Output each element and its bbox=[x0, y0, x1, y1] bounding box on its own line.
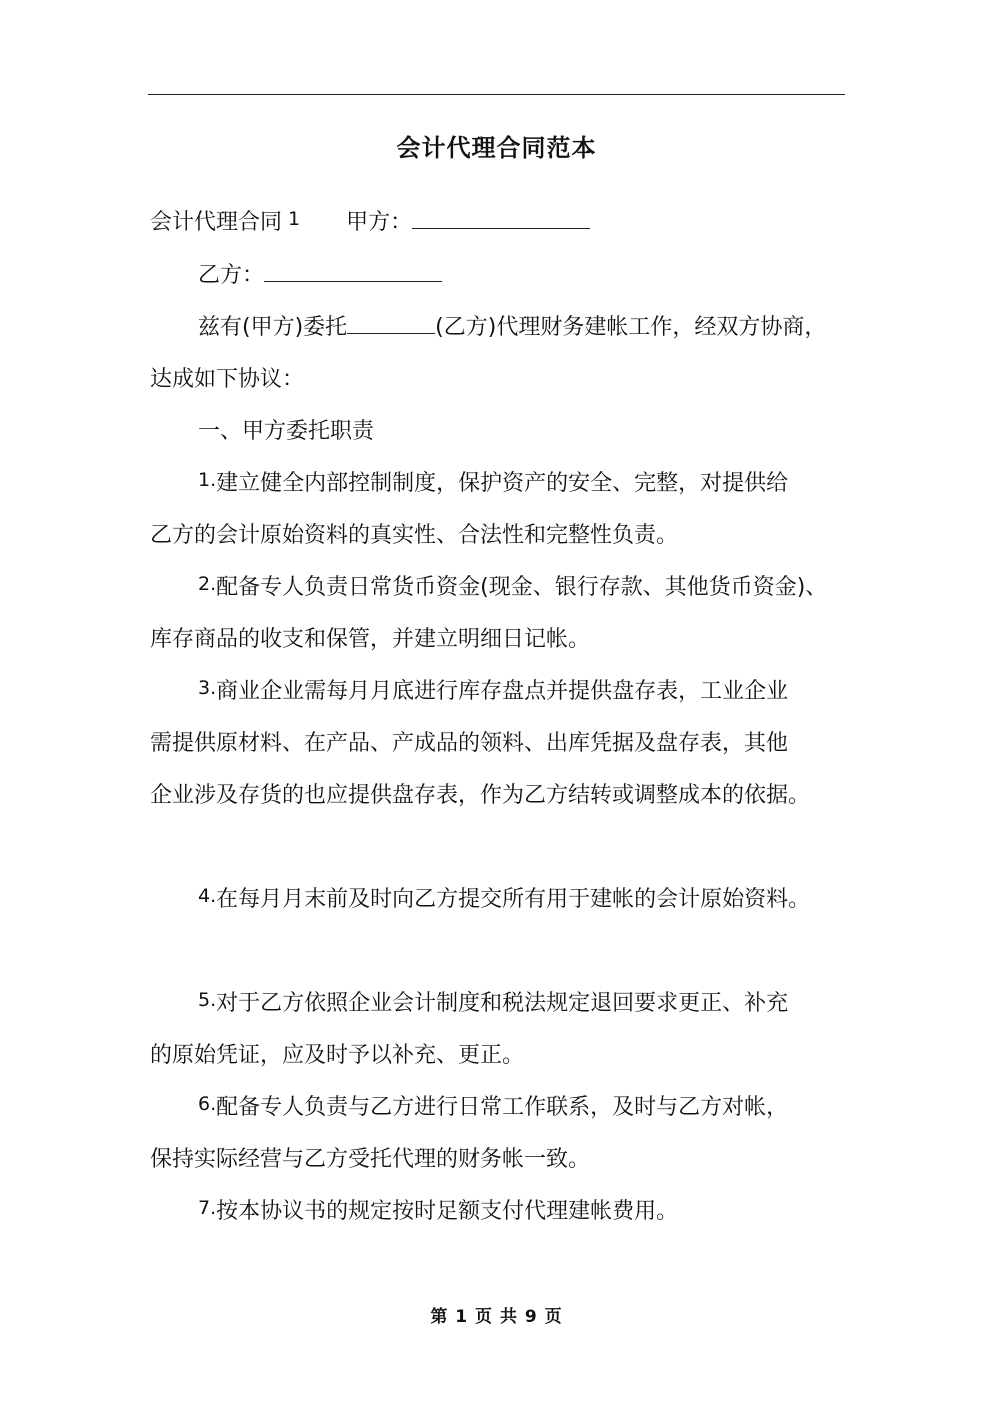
header-rule bbox=[148, 94, 845, 95]
item-number: 4. bbox=[198, 885, 217, 907]
list-item-2-line-2: 库存商品的收支和保管，并建立明细日记帐。 bbox=[150, 627, 591, 652]
item-number: 1. bbox=[198, 469, 217, 491]
opening-blank bbox=[347, 313, 435, 334]
list-item-7-line-1 bbox=[198, 1197, 678, 1227]
item-text: 按本协议书的规定按时足额支付代理建帐费用。 bbox=[216, 1199, 679, 1224]
list-item-3-line-2: 需提供原材料、在产品、产成品的领料、出库凭据及盘存表，其他 bbox=[150, 731, 789, 756]
opening-part2: (乙方)代理财务建帐工作，经双方协商， bbox=[435, 315, 827, 340]
item-number: 5. bbox=[198, 989, 217, 1011]
item-number: 2. bbox=[198, 573, 217, 595]
list-item-2-line-1 bbox=[198, 573, 827, 603]
item-number: 7. bbox=[198, 1197, 217, 1219]
item-text: 配备专人负责与乙方进行日常工作联系，及时与乙方对帐， bbox=[216, 1095, 789, 1120]
document-title: 会计代理合同范本 bbox=[396, 134, 597, 162]
list-item-6-line-2: 保持实际经营与乙方受托代理的财务帐一致。 bbox=[150, 1147, 591, 1172]
opening-part1: 兹有(甲方)委托 bbox=[198, 315, 348, 340]
item-text: 商业企业需每月月底进行库存盘点并提供盘存表，工业企业 bbox=[216, 679, 789, 704]
item-text: 建立健全内部控制制度，保护资产的安全、完整，对提供给 bbox=[216, 471, 789, 496]
page-footer: 第 1 页 共 9 页 bbox=[430, 1307, 563, 1327]
party-a-label: 甲方： bbox=[346, 210, 413, 235]
list-item-3-line-3: 企业涉及存货的也应提供盘存表，作为乙方结转或调整成本的依据。 bbox=[150, 783, 811, 808]
party-b-line bbox=[198, 261, 442, 291]
party-b-blank bbox=[264, 261, 442, 282]
item-text: 在每月月末前及时向乙方提交所有用于建帐的会计原始资料。 bbox=[216, 887, 811, 912]
list-item-1-line-2: 乙方的会计原始资料的真实性、合法性和完整性负责。 bbox=[150, 523, 679, 548]
list-item-6-line-1 bbox=[198, 1093, 788, 1123]
party-a-blank bbox=[412, 208, 590, 229]
list-item-4-line-1 bbox=[198, 885, 810, 915]
contract-label: 会计代理合同 bbox=[150, 210, 283, 235]
list-item-5-line-2: 的原始凭证，应及时予以补充、更正。 bbox=[150, 1043, 525, 1068]
item-number: 3. bbox=[198, 677, 217, 699]
item-number: 6. bbox=[198, 1093, 217, 1115]
opening-line-2: 达成如下协议： bbox=[150, 367, 305, 392]
contract-number: 1 bbox=[288, 208, 301, 230]
list-item-5-line-1 bbox=[198, 989, 788, 1019]
opening-line-1 bbox=[198, 313, 826, 343]
item-text: 对于乙方依照企业会计制度和税法规定退回要求更正、补充 bbox=[216, 991, 789, 1016]
item-text: 配备专人负责日常货币资金(现金、银行存款、其他货币资金)、 bbox=[216, 575, 828, 600]
list-item-3-line-1 bbox=[198, 677, 788, 707]
contract-header-line bbox=[150, 208, 590, 238]
list-item-1-line-1 bbox=[198, 469, 788, 499]
section-heading: 一、甲方委托职责 bbox=[198, 419, 375, 444]
party-b-label: 乙方： bbox=[198, 263, 265, 288]
